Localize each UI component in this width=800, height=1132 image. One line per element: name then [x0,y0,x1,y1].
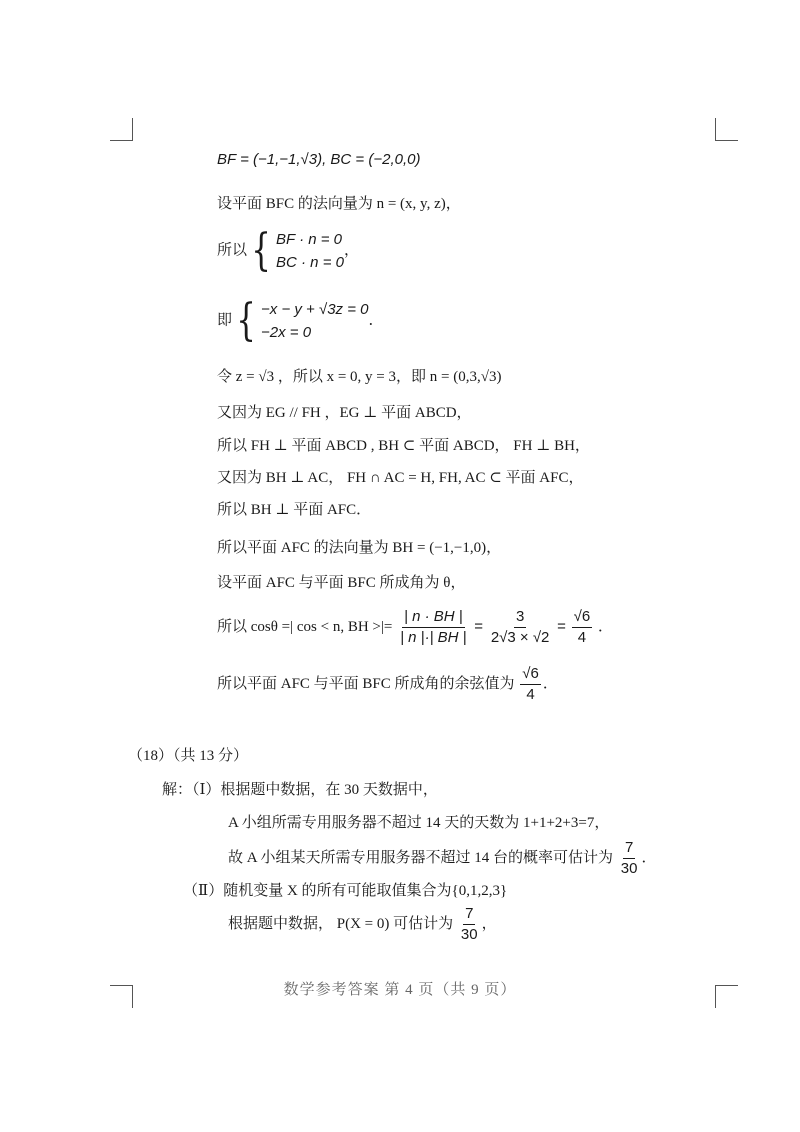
cosine-fraction-3: $\frac{√6}{4}$ [573,608,591,646]
px0-fraction: $\frac{7}{30}$ [460,905,478,943]
system1-row1: BF · n = 0 [276,231,343,248]
bh-perpendicular-plane-line: 所以 BH ⊥ 平面 AFC． [217,502,372,518]
system1-row2: BC · n = 0 [276,254,344,271]
system-coordinate-line: 即 { −x − y + √3z = 0 −2x = 0 ． [217,295,384,346]
cosine-prefix: 所以 cosθ =| cos < n, BH >|= [217,618,393,635]
vector-bf-bc-line: BF = (−1,−1,√3), BC = (−2,0,0) [217,151,421,168]
angle-theta-line: 设平面 AFC 与平面 BFC 所成角为 θ， [217,575,466,591]
probability-fraction: $\frac{7}{30}$ [620,839,638,877]
system2-prefix: 即 [217,312,233,329]
px0-text: 根据题中数据， P(X = 0) 可估计为 [228,915,454,932]
cosine-calculation-line: 所以 cosθ =| cos < n, BH >|= $\frac{| n \cdot BH |}{| n |\cdot| BH |}$ = $\frac{3}{2√3 \times √2}$ = $\frac{√6}{4}$ ． [217,608,614,646]
solution-part-2-line: （Ⅱ）随机变量 X 的所有可能取值集合为{0,1,2,3} [183,883,508,899]
crop-mark-top-left [110,118,133,141]
solution-count-line: A 小组所需专用服务器不超过 14 天的天数为 1+1+2+3=7， [228,815,610,831]
probability-estimate-line: 故 A 小组某天所需专用服务器不超过 14 台的概率可估计为 $\frac{7}{30}$ ． [228,839,657,877]
normal-vector-afc-line: 所以平面 AFC 的法向量为 BH = (−1,−1,0)， [217,540,502,556]
page-footer: 数学参考答案 第 4 页（共 9 页） [283,982,517,998]
normal-vector-bfc-line: 设平面 BFC 的法向量为 n = (x, y, z)， [217,196,461,212]
fh-perpendicular-line: 所以 FH ⊥ 平面 ABCD , BH ⊂ 平面 ABCD， FH ⊥ BH， [217,438,590,454]
system2-row2: −2x = 0 [261,324,312,341]
cosine-result-text: 所以平面 AFC 与平面 BFC 所成角的余弦值为 [217,675,515,692]
eg-parallel-fh-line: 又因为 EG // FH ，EG ⊥ 平面 ABCD， [217,405,472,421]
bh-perpendicular-ac-line: 又因为 BH ⊥ AC， FH ∩ AC = H, FH, AC ⊂ 平面 AFC， [217,470,584,486]
let-z-line: 令 z = √3 ，所以 x = 0, y = 3，即 n = (0,3,√3) [217,369,502,385]
equation-system-2: { −x − y + √3z = 0 −2x = 0 [236,295,369,346]
system-dot-product-line: 所以 { BF · n = 0 BC · n = 0 ， [217,225,359,276]
equation-system-1: { BF · n = 0 BC · n = 0 [251,225,344,276]
system2-row1: −x − y + √3z = 0 [261,301,369,318]
solution-part-1-intro: 解：（Ⅰ）根据题中数据，在 30 天数据中， [162,782,438,798]
crop-mark-top-right [715,118,738,141]
cosine-result-fraction: $\frac{√6}{4}$ [522,665,539,703]
cosine-result-line: 所以平面 AFC 与平面 BFC 所成角的余弦值为 $\frac{√6}{4}$ ． [217,665,558,703]
cosine-fraction-1: $\frac{| n \cdot BH |}{| n |\cdot| BH |}$ [400,608,467,646]
cosine-fraction-2: $\frac{3}{2√3 \times √2}$ [490,608,550,646]
probability-text: 故 A 小组某天所需专用服务器不超过 14 台的概率可估计为 [228,849,614,866]
question-18-heading: （18）（共 13 分） [128,748,249,764]
system-prefix: 所以 [217,242,248,259]
px0-estimate-line: 根据题中数据， P(X = 0) 可估计为 $\frac{7}{30}$ ， [228,905,497,943]
